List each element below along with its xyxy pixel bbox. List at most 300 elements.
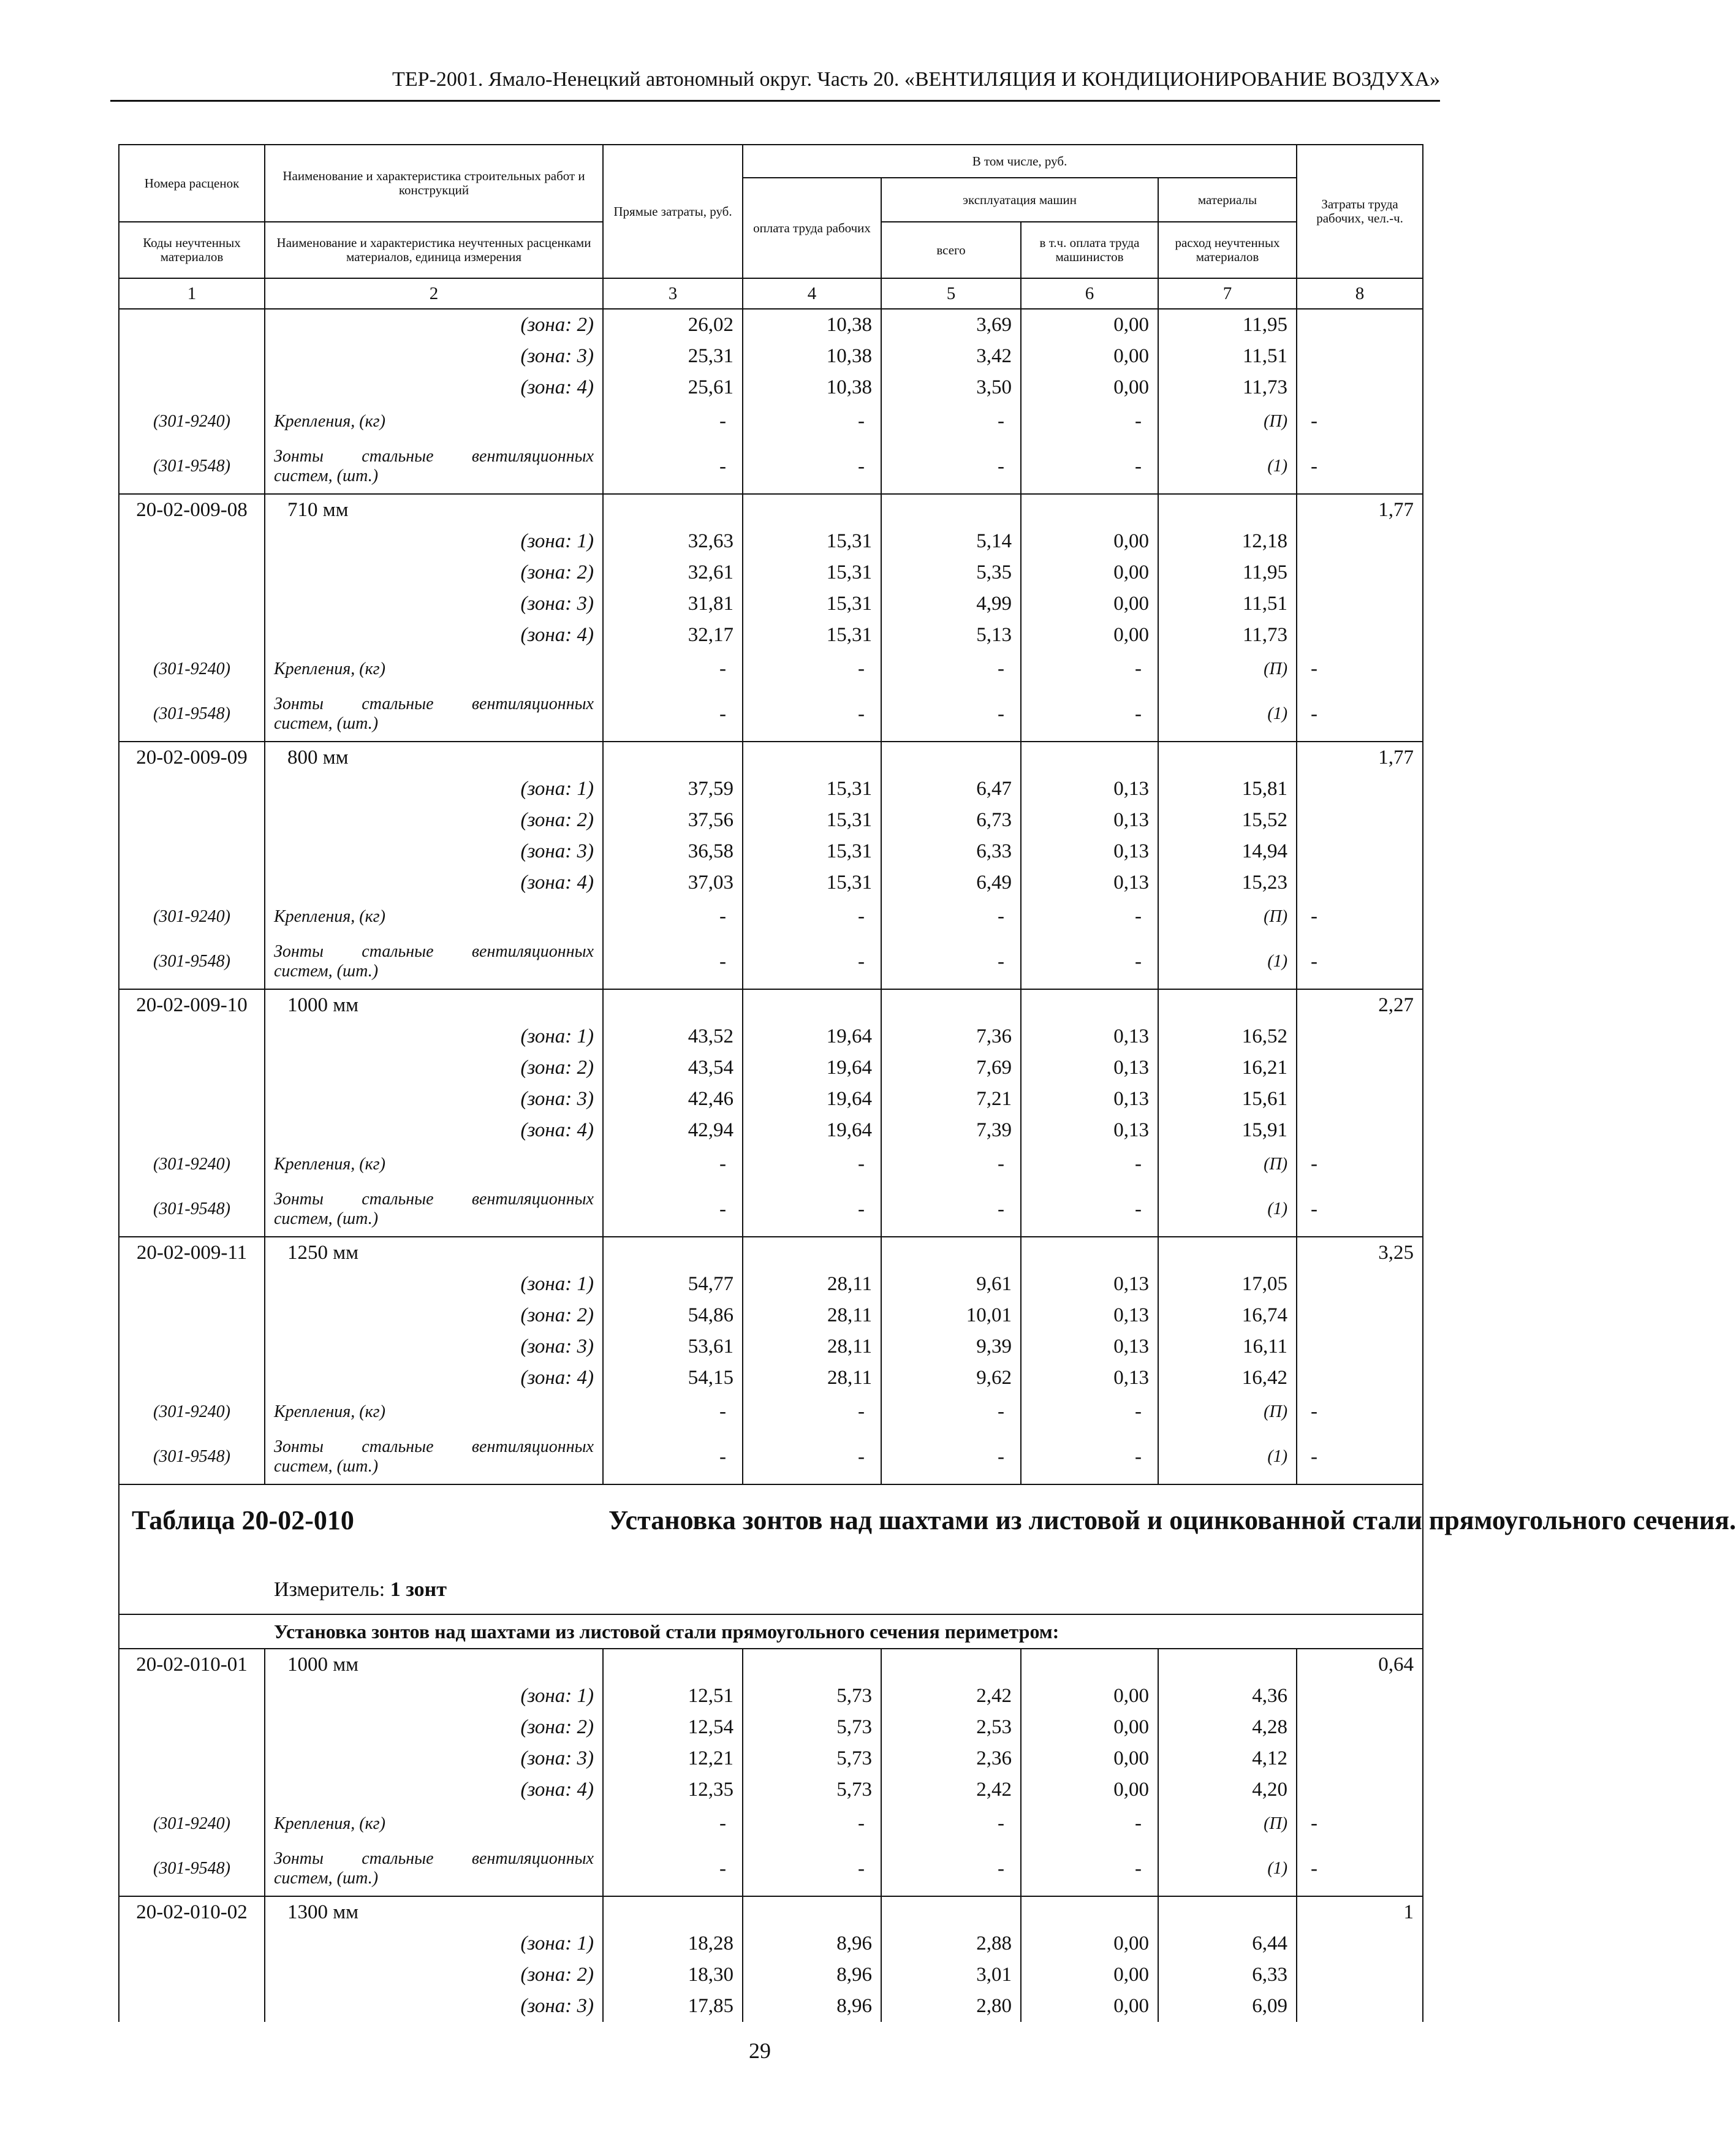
materials-value: 17,05 [1158, 1269, 1297, 1300]
zone-row [119, 867, 1423, 898]
material-name-word: вентиляционных [471, 694, 594, 713]
empty-cell [119, 1300, 265, 1331]
empty-cell [881, 1896, 1021, 1928]
direct-costs-value: 12,51 [603, 1681, 743, 1712]
rate-name: 1250 мм [265, 1237, 603, 1269]
materials-value: 16,21 [1158, 1052, 1297, 1084]
material-name-word: Зонты [274, 1849, 324, 1868]
col-number: 8 [1297, 278, 1423, 309]
direct-costs-value: 31,81 [603, 588, 743, 620]
dash-cell: - [881, 439, 1021, 494]
materials-value: 4,28 [1158, 1712, 1297, 1743]
material-name [265, 1842, 603, 1896]
materials-value: 15,81 [1158, 773, 1297, 805]
dash-cell: - [1021, 1182, 1158, 1237]
material-name-word: Зонты [274, 1437, 324, 1456]
empty-cell [119, 620, 265, 651]
material-name-word: Зонты [274, 694, 324, 713]
empty-cell [1297, 341, 1423, 372]
material-name: Крепления, (кг) [265, 898, 603, 935]
machines-total-value: 2,36 [881, 1743, 1021, 1774]
zone-label: (зона: 3) [265, 1084, 603, 1115]
col-rate-number-header: Номера расценок [119, 145, 265, 222]
material-name-line-1 [274, 1190, 594, 1209]
col-number: 5 [881, 278, 1021, 309]
dash-cell: - [881, 1430, 1021, 1484]
dash-cell: - [603, 1430, 743, 1484]
machines-total-value: 10,01 [881, 1300, 1021, 1331]
empty-cell [1297, 588, 1423, 620]
rate-code: 20-02-010-01 [119, 1649, 265, 1681]
machinist-wages-value: 0,13 [1021, 1084, 1158, 1115]
material-name-word: вентиляционных [471, 447, 594, 466]
material-name-line-1 [274, 942, 594, 962]
labor-value: 1,77 [1297, 494, 1423, 526]
materials-value: 15,52 [1158, 805, 1297, 836]
rate-code: 20-02-009-08 [119, 494, 265, 526]
zone-label: (зона: 2) [265, 1300, 603, 1331]
direct-costs-value: 43,54 [603, 1052, 743, 1084]
direct-costs-value: 54,86 [603, 1300, 743, 1331]
zone-label: (зона: 3) [265, 588, 603, 620]
material-code: (301-9548) [119, 935, 265, 989]
material-name-word: Зонты [274, 942, 324, 961]
material-name-line-2: систем, (шт.) [274, 466, 379, 485]
direct-costs-value: 42,94 [603, 1115, 743, 1146]
rate-code: 20-02-009-09 [119, 742, 265, 773]
zone-row [119, 1774, 1423, 1806]
material-name-word: стальные [362, 1437, 434, 1456]
labor-value: 0,64 [1297, 1649, 1423, 1681]
zone-label: (зона: 4) [265, 1774, 603, 1806]
rate-name: 710 мм [265, 494, 603, 526]
wages-value: 10,38 [743, 309, 881, 341]
materials-value: 4,20 [1158, 1774, 1297, 1806]
wages-value: 28,11 [743, 1362, 881, 1394]
materials-value: 6,33 [1158, 1959, 1297, 1991]
empty-cell [1297, 1115, 1423, 1146]
direct-costs-value: 32,61 [603, 557, 743, 588]
machinist-wages-value: 0,13 [1021, 867, 1158, 898]
machines-total-value: 9,61 [881, 1269, 1021, 1300]
empty-cell [881, 989, 1021, 1021]
rate-code: 20-02-009-11 [119, 1237, 265, 1269]
material-name [265, 1182, 603, 1237]
direct-costs-value: 25,61 [603, 372, 743, 403]
dash-cell: - [881, 687, 1021, 742]
empty-cell [119, 372, 265, 403]
rate-name: 1300 мм [265, 1896, 603, 1928]
col-number: 7 [1158, 278, 1297, 309]
empty-cell [1297, 1959, 1423, 1991]
empty-cell [1297, 1681, 1423, 1712]
material-name-word: стальные [362, 1190, 434, 1209]
zone-label: (зона: 1) [265, 1021, 603, 1052]
wages-value: 19,64 [743, 1052, 881, 1084]
material-unit: (П) [1158, 898, 1297, 935]
materials-value: 15,91 [1158, 1115, 1297, 1146]
dash-cell: - [881, 651, 1021, 687]
dash-cell: - [603, 651, 743, 687]
materials-value: 11,95 [1158, 557, 1297, 588]
rate-row [119, 989, 1423, 1021]
zone-row [119, 1743, 1423, 1774]
empty-cell [1297, 1774, 1423, 1806]
labor-value: 3,25 [1297, 1237, 1423, 1269]
col-direct-costs-header: Прямые затраты, руб. [603, 145, 743, 278]
machines-total-value: 2,42 [881, 1774, 1021, 1806]
dash-cell: - [743, 1430, 881, 1484]
rates-table-wrapper [118, 144, 1736, 2022]
empty-cell [119, 1928, 265, 1959]
machines-total-value: 2,80 [881, 1991, 1021, 2022]
col-number: 2 [265, 278, 603, 309]
machines-total-value: 9,39 [881, 1331, 1021, 1362]
dash-cell: - [743, 1842, 881, 1896]
empty-cell [1297, 557, 1423, 588]
material-code: (301-9240) [119, 1394, 265, 1430]
measure-value: 1 зонт [390, 1578, 447, 1601]
machinist-wages-value: 0,13 [1021, 1331, 1158, 1362]
zone-row [119, 805, 1423, 836]
empty-cell [119, 1269, 265, 1300]
subheading: Установка зонтов над шахтами из листовой стали прямоугольного сечения периметром: [119, 1614, 1423, 1649]
zone-label: (зона: 1) [265, 1681, 603, 1712]
rate-code: 20-02-010-02 [119, 1896, 265, 1928]
table-caption-cell [119, 1484, 1736, 1614]
zone-label: (зона: 2) [265, 557, 603, 588]
machines-total-value: 9,62 [881, 1362, 1021, 1394]
dash-cell: - [1297, 403, 1423, 439]
wages-value: 15,31 [743, 867, 881, 898]
zone-row [119, 1084, 1423, 1115]
empty-cell [1297, 1712, 1423, 1743]
empty-cell [603, 494, 743, 526]
empty-cell [119, 1115, 265, 1146]
empty-cell [1297, 309, 1423, 341]
rate-row [119, 1649, 1423, 1681]
dash-cell: - [881, 1806, 1021, 1842]
dash-cell: - [1021, 1146, 1158, 1182]
direct-costs-value: 36,58 [603, 836, 743, 867]
empty-cell [119, 341, 265, 372]
wages-value: 15,31 [743, 557, 881, 588]
material-code: (301-9548) [119, 439, 265, 494]
empty-cell [1158, 494, 1297, 526]
material-code: (301-9548) [119, 687, 265, 742]
dash-cell: - [603, 1394, 743, 1430]
dash-cell: - [1021, 403, 1158, 439]
table-description: Установка зонтов над шахтами из листовой и оцинкованной стали прямоугольного сечения. [608, 1505, 1736, 1535]
zone-row [119, 557, 1423, 588]
material-code: (301-9548) [119, 1182, 265, 1237]
dash-cell: - [743, 1806, 881, 1842]
material-name-line-2: систем, (шт.) [274, 1209, 379, 1228]
machinist-wages-value: 0,00 [1021, 1712, 1158, 1743]
materials-header: материалы [1158, 178, 1297, 222]
dash-cell: - [1021, 651, 1158, 687]
wages-value: 19,64 [743, 1115, 881, 1146]
empty-cell [743, 494, 881, 526]
dash-cell: - [603, 935, 743, 989]
empty-cell [603, 1649, 743, 1681]
wages-value: 5,73 [743, 1681, 881, 1712]
table-caption-row [119, 1484, 1423, 1614]
wages-value: 8,96 [743, 1959, 881, 1991]
zone-label: (зона: 2) [265, 1712, 603, 1743]
col-labor-header: Затраты труда рабочих, чел.-ч. [1297, 145, 1423, 278]
zone-row [119, 588, 1423, 620]
empty-cell [743, 1237, 881, 1269]
col-material-usage-header: расход неучтенных материалов [1158, 222, 1297, 278]
empty-cell [1158, 742, 1297, 773]
material-name: Крепления, (кг) [265, 1146, 603, 1182]
dash-cell: - [881, 1842, 1021, 1896]
material-row [119, 1394, 1423, 1430]
empty-cell [119, 1991, 265, 2022]
material-unit: (1) [1158, 1842, 1297, 1896]
empty-cell [119, 1084, 265, 1115]
materials-value: 15,61 [1158, 1084, 1297, 1115]
material-unit: (П) [1158, 1806, 1297, 1842]
empty-cell [603, 742, 743, 773]
material-row [119, 1842, 1423, 1896]
materials-value: 16,42 [1158, 1362, 1297, 1394]
material-code: (301-9548) [119, 1430, 265, 1484]
dash-cell: - [1021, 439, 1158, 494]
materials-value: 11,51 [1158, 341, 1297, 372]
wages-value: 15,31 [743, 836, 881, 867]
material-unit: (1) [1158, 439, 1297, 494]
empty-cell [119, 1052, 265, 1084]
wages-value: 28,11 [743, 1300, 881, 1331]
zone-label: (зона: 1) [265, 1928, 603, 1959]
empty-cell [119, 557, 265, 588]
empty-cell [1297, 1300, 1423, 1331]
wages-value: 10,38 [743, 372, 881, 403]
machines-total-value: 3,69 [881, 309, 1021, 341]
empty-cell [1297, 526, 1423, 557]
machinist-wages-value: 0,00 [1021, 557, 1158, 588]
material-row [119, 898, 1423, 935]
material-unit: (П) [1158, 403, 1297, 439]
empty-cell [1297, 805, 1423, 836]
subheading-row [119, 1614, 1423, 1649]
labor-value: 1 [1297, 1896, 1423, 1928]
material-name-word: Зонты [274, 1190, 324, 1209]
material-row [119, 439, 1423, 494]
direct-costs-value: 32,63 [603, 526, 743, 557]
machines-total-value: 2,88 [881, 1928, 1021, 1959]
empty-cell [1297, 1052, 1423, 1084]
dash-cell: - [1297, 935, 1423, 989]
empty-cell [1297, 1021, 1423, 1052]
dash-cell: - [1297, 1430, 1423, 1484]
direct-costs-value: 12,21 [603, 1743, 743, 1774]
empty-cell [743, 1649, 881, 1681]
table-caption [119, 1485, 1736, 1614]
material-unit: (П) [1158, 1394, 1297, 1430]
material-code: (301-9240) [119, 898, 265, 935]
materials-value: 11,51 [1158, 588, 1297, 620]
rate-name: 1000 мм [265, 1649, 603, 1681]
material-name-word: стальные [362, 942, 434, 961]
machinist-wages-value: 0,00 [1021, 309, 1158, 341]
table-body [119, 278, 1736, 2022]
dash-cell: - [1021, 935, 1158, 989]
materials-value: 6,09 [1158, 1991, 1297, 2022]
zone-row [119, 836, 1423, 867]
col-material-name-header: Наименование и характеристика неучтенных расценками материалов, единица измерения [265, 222, 603, 278]
machinist-wages-value: 0,00 [1021, 1774, 1158, 1806]
machinist-wages-value: 0,13 [1021, 773, 1158, 805]
material-name [265, 1430, 603, 1484]
dash-cell: - [603, 1842, 743, 1896]
dash-cell: - [1297, 1146, 1423, 1182]
material-name-line-1 [274, 694, 594, 714]
empty-cell [743, 1896, 881, 1928]
material-name: Крепления, (кг) [265, 651, 603, 687]
zone-label: (зона: 3) [265, 1991, 603, 2022]
empty-cell [119, 1362, 265, 1394]
material-name-word: стальные [362, 694, 434, 713]
col-number: 1 [119, 278, 265, 309]
machines-total-value: 6,33 [881, 836, 1021, 867]
material-name-word: вентиляционных [471, 1849, 594, 1868]
empty-cell [1158, 1896, 1297, 1928]
material-name-word: стальные [362, 1849, 434, 1868]
empty-cell [603, 989, 743, 1021]
machines-total-value: 6,73 [881, 805, 1021, 836]
dash-cell: - [881, 1146, 1021, 1182]
machines-total-value: 7,21 [881, 1084, 1021, 1115]
empty-cell [881, 494, 1021, 526]
zone-row [119, 1928, 1423, 1959]
rate-code: 20-02-009-10 [119, 989, 265, 1021]
machines-total-value: 5,13 [881, 620, 1021, 651]
zone-row [119, 1712, 1423, 1743]
machinist-wages-value: 0,13 [1021, 1115, 1158, 1146]
rate-row [119, 494, 1423, 526]
machinist-wages-value: 0,00 [1021, 526, 1158, 557]
material-unit: (1) [1158, 935, 1297, 989]
dash-cell: - [1297, 651, 1423, 687]
zone-label: (зона: 4) [265, 1362, 603, 1394]
material-name: Крепления, (кг) [265, 1806, 603, 1842]
empty-cell [1021, 1237, 1158, 1269]
machinist-wages-value: 0,13 [1021, 1362, 1158, 1394]
material-name [265, 935, 603, 989]
material-row [119, 1430, 1423, 1484]
material-name-line-1 [274, 1437, 594, 1457]
machinist-wages-value: 0,13 [1021, 1269, 1158, 1300]
wages-value: 15,31 [743, 620, 881, 651]
wages-value: 15,31 [743, 773, 881, 805]
column-numbers-row [119, 278, 1423, 309]
materials-value: 11,73 [1158, 620, 1297, 651]
empty-cell [1297, 620, 1423, 651]
material-name-word: вентиляционных [471, 1190, 594, 1209]
dash-cell: - [1021, 687, 1158, 742]
dash-cell: - [743, 651, 881, 687]
empty-cell [1021, 989, 1158, 1021]
dash-cell: - [1021, 898, 1158, 935]
empty-cell [603, 1896, 743, 1928]
direct-costs-value: 42,46 [603, 1084, 743, 1115]
machinist-wages-value: 0,00 [1021, 1959, 1158, 1991]
rates-table [118, 144, 1736, 2022]
empty-cell [1021, 742, 1158, 773]
zone-label: (зона: 3) [265, 1743, 603, 1774]
empty-cell [1297, 1928, 1423, 1959]
dash-cell: - [603, 403, 743, 439]
machines-total-value: 2,42 [881, 1681, 1021, 1712]
col-machinist-wages-header: в т.ч. оплата труда машинистов [1021, 222, 1158, 278]
dash-cell: - [1297, 1394, 1423, 1430]
wages-value: 8,96 [743, 1991, 881, 2022]
zone-label: (зона: 2) [265, 805, 603, 836]
wages-value: 5,73 [743, 1712, 881, 1743]
empty-cell [743, 742, 881, 773]
dash-cell: - [1297, 1182, 1423, 1237]
machinist-wages-value: 0,00 [1021, 588, 1158, 620]
materials-value: 11,73 [1158, 372, 1297, 403]
zone-label: (зона: 3) [265, 341, 603, 372]
materials-value: 6,44 [1158, 1928, 1297, 1959]
zone-row [119, 526, 1423, 557]
direct-costs-value: 12,54 [603, 1712, 743, 1743]
zone-label: (зона: 3) [265, 836, 603, 867]
materials-value: 15,23 [1158, 867, 1297, 898]
zone-row [119, 620, 1423, 651]
zone-row [119, 1681, 1423, 1712]
empty-cell [1297, 867, 1423, 898]
machinist-wages-value: 0,00 [1021, 1743, 1158, 1774]
material-code: (301-9240) [119, 1146, 265, 1182]
col-material-codes-header: Коды неучтенных материалов [119, 222, 265, 278]
dash-cell: - [1297, 439, 1423, 494]
direct-costs-value: 25,31 [603, 341, 743, 372]
material-row [119, 1182, 1423, 1237]
material-name-line-2: систем, (шт.) [274, 1457, 379, 1476]
direct-costs-value: 17,85 [603, 1991, 743, 2022]
machines-total-value: 7,69 [881, 1052, 1021, 1084]
empty-cell [1297, 773, 1423, 805]
direct-costs-value: 32,17 [603, 620, 743, 651]
direct-costs-value: 12,35 [603, 1774, 743, 1806]
material-row [119, 403, 1423, 439]
material-name-line-2: систем, (шт.) [274, 714, 379, 733]
dash-cell: - [1297, 687, 1423, 742]
empty-cell [119, 1743, 265, 1774]
wages-value: 5,73 [743, 1743, 881, 1774]
dash-cell: - [1297, 898, 1423, 935]
empty-cell [1158, 989, 1297, 1021]
empty-cell [1297, 836, 1423, 867]
col-wages-header: оплата труда рабочих [743, 178, 881, 278]
material-row [119, 1806, 1423, 1842]
zone-label: (зона: 3) [265, 1331, 603, 1362]
materials-value: 11,95 [1158, 309, 1297, 341]
material-name-line-2: систем, (шт.) [274, 962, 379, 981]
col-work-name-header: Наименование и характеристика строительных работ и конструкций [265, 145, 603, 222]
zone-row [119, 1362, 1423, 1394]
materials-value: 14,94 [1158, 836, 1297, 867]
dash-cell: - [1021, 1806, 1158, 1842]
dash-cell: - [881, 935, 1021, 989]
dash-cell: - [743, 403, 881, 439]
empty-cell [603, 1237, 743, 1269]
